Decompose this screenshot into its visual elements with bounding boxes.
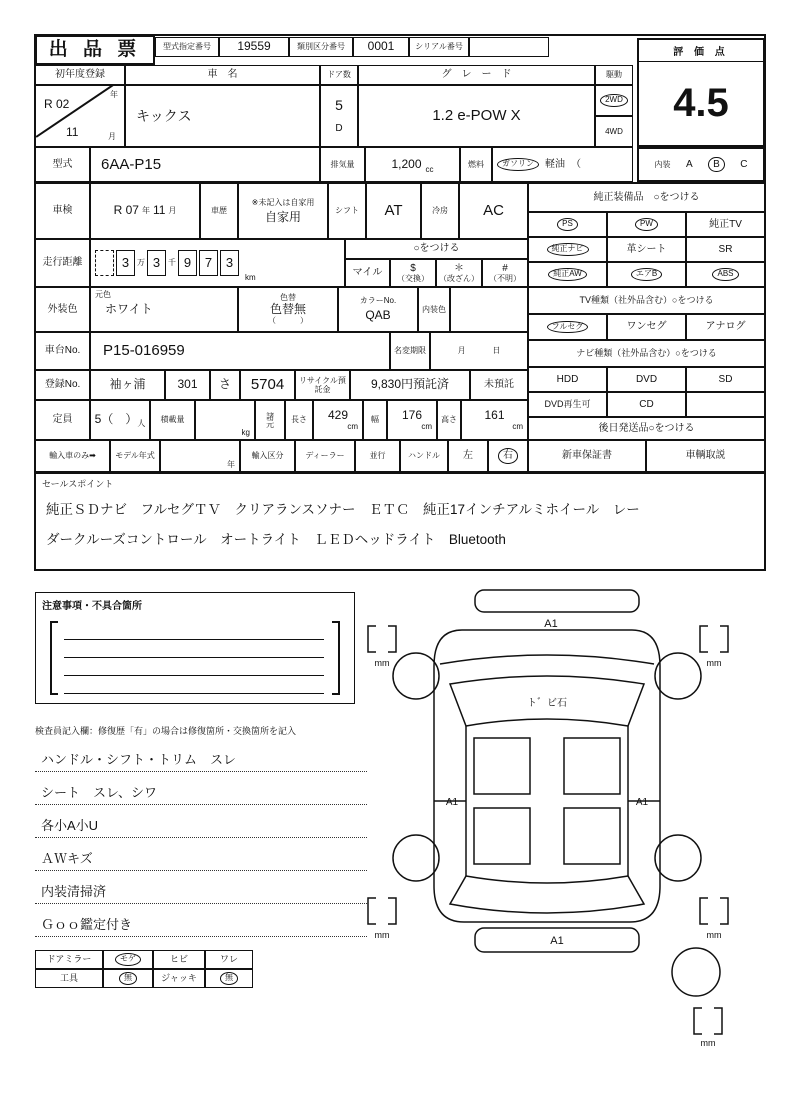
equip-aw-label: 純正AW <box>548 268 587 281</box>
tv-analog: アナログ <box>686 314 765 340</box>
height-unit: cm <box>512 422 523 432</box>
wheel-rear-left <box>393 835 439 881</box>
left-bracket <box>50 621 58 695</box>
fuel-label: 燃料 <box>460 147 492 182</box>
fuel-diesel: 軽油 <box>545 158 565 170</box>
model-designation-value: 19559 <box>219 37 289 57</box>
right-bracket <box>332 621 340 695</box>
cond-jack: ジャッキ <box>153 969 205 988</box>
class-number-value: 0001 <box>353 37 409 57</box>
digit-1: 3 <box>220 250 239 276</box>
height-label: 高さ <box>437 400 461 440</box>
class-number-label: 類別区分番号 <box>289 37 353 57</box>
notes-box-title: 注意事項・不具合箇所 <box>42 601 142 612</box>
capacity-unit: 人 <box>137 419 146 429</box>
inspector-note: 検査員記入欄：修復歴「有」の場合は修復箇所・交換箇所を記入 <box>35 726 297 736</box>
shaken-year-unit: 年 <box>141 206 150 216</box>
shaken-month: 11 <box>152 203 166 218</box>
inspector-item-3: 各小A小U <box>35 814 367 838</box>
shift-label: シフト <box>328 182 366 239</box>
width-unit: cm <box>421 422 432 432</box>
bracket-bottom-left <box>368 898 396 924</box>
form-outer-border <box>34 34 766 571</box>
capacity-value: 5（ ） <box>94 412 138 427</box>
digit-10: 7 <box>199 250 218 276</box>
handle-label: ハンドル <box>400 440 448 472</box>
color-no-value: QAB <box>365 308 391 323</box>
load-label: 積載量 <box>150 400 195 440</box>
registration-number: 5704 <box>240 370 295 400</box>
equip-tv: 純正TV <box>686 212 765 237</box>
rename-day: 日 <box>492 346 501 356</box>
wheel-rear-right <box>655 835 701 881</box>
inspector-item-6: Ｇｏｏ鑑定付き <box>35 913 367 937</box>
history-value: 自家用 <box>264 209 301 224</box>
exterior-label: 外装色 <box>35 287 90 332</box>
first-reg-era: R 02 <box>44 97 70 111</box>
rename-deadline-label: 名変期限 <box>390 332 430 370</box>
length-label: 長さ <box>285 400 313 440</box>
cond-jack-none-cell <box>205 969 253 988</box>
mileage-opt-mile: マイル <box>345 259 390 287</box>
handle-left: 左 <box>448 440 488 472</box>
color-change-value: 色替無 <box>269 301 306 316</box>
history-label: 車歴 <box>200 182 238 239</box>
navi-hdd: HDD <box>528 367 607 392</box>
damage-mark-front: A1 <box>544 618 558 630</box>
import-dealer: ディーラー <box>295 440 355 472</box>
equip-abs-label: ABS <box>712 268 738 281</box>
model-designation-label: 型式指定番号 <box>155 37 219 57</box>
mm-unit-bottom-left: mm <box>374 930 390 940</box>
length-unit: cm <box>347 422 358 432</box>
sales-points-line1: 純正ＳＤナビ フルセグＴＶ クリアランスソナー ＥＴＣ 純正17インチアルミホイール レー <box>46 502 640 517</box>
navi-cd: CD <box>607 392 686 417</box>
seat-rear-right <box>564 808 620 864</box>
inspector-item-2: シート スレ、シワ <box>35 781 367 805</box>
warranty-book: 新車保証書 <box>528 440 646 472</box>
model-code-label: 型式 <box>35 147 90 182</box>
capacity-label: 定員 <box>35 400 90 440</box>
hood-line <box>440 655 654 664</box>
shift-value: AT <box>366 182 421 239</box>
spec-label: 諸元 <box>255 400 285 440</box>
km-unit: km <box>245 272 256 282</box>
chassis-number: P15-016959 <box>90 332 390 370</box>
star-symbol: ＊ <box>454 262 464 274</box>
digit-100: 9 <box>178 250 197 276</box>
notes-box <box>35 592 355 704</box>
evaluation-label: 評 価 点 <box>639 40 763 62</box>
equip-navi-label: 純正ナビ <box>547 243 589 256</box>
car-damage-diagram <box>356 580 776 1050</box>
mm-unit-bottom-right: mm <box>706 930 722 940</box>
interior-grade-c: C <box>740 159 748 170</box>
front-bumper <box>475 590 639 612</box>
cond-ware: ワレ <box>205 950 253 969</box>
inspector-item-1: ハンドル・シフト・トリム スレ <box>35 748 367 772</box>
cooling-label: 冷房 <box>421 182 459 239</box>
color-no-label: カラーNo. <box>359 296 397 305</box>
car-name-header: 車 名 <box>125 65 320 85</box>
seat-front-right <box>564 738 620 794</box>
history-note: ※未記入は自家用 <box>251 197 315 207</box>
notes-line-3 <box>64 675 324 676</box>
first-reg-year-unit: 年 <box>110 90 118 99</box>
cond-doormirror: ドアミラー <box>35 950 103 969</box>
rear-window <box>450 876 644 913</box>
car-body-outline <box>434 630 660 922</box>
length-value: 429 <box>327 407 349 422</box>
navi-header: ナビ種類（社外品含む）○をつける <box>528 340 765 367</box>
cond-tools: 工具 <box>35 969 103 988</box>
tv-fullseg-selected: フルセグ <box>547 321 589 334</box>
interior-grade-a: A <box>685 159 693 170</box>
registration-kana: さ <box>210 370 240 400</box>
chassis-label: 車台No. <box>35 332 90 370</box>
interior-grade-label: 内装 <box>654 160 671 169</box>
damage-mark-rear: A1 <box>550 935 564 947</box>
cooling-value: AC <box>459 182 528 239</box>
drive-4wd-cell: 4WD <box>595 116 633 147</box>
fuel-other-paren: （ <box>571 158 581 170</box>
grade-value: 1.2 e-POW X <box>358 85 595 147</box>
equip-leather: 革シート <box>607 237 686 262</box>
recycle-not-deposited: 未預託 <box>470 370 528 400</box>
color-change-paren: （ ） <box>268 316 308 326</box>
sheet-title: 出 品 票 <box>35 35 155 65</box>
interior-grade-b-selected: B <box>708 157 725 173</box>
load-cell: kg <box>195 400 255 440</box>
recycle-label: リサイクル預託金 <box>295 370 350 400</box>
shaken-label: 車検 <box>35 182 90 239</box>
recycle-value: 9,830円預託済 <box>350 370 470 400</box>
bracket-spare <box>694 1008 722 1034</box>
first-reg-header: 初年度登録 <box>35 65 125 85</box>
digit-sen: 3 <box>147 250 166 276</box>
seat-rear-left <box>474 808 530 864</box>
damage-mark-left: A1 <box>445 797 459 808</box>
navi-sd: SD <box>686 367 765 392</box>
width-label: 幅 <box>363 400 387 440</box>
hash-symbol: # <box>502 262 508 274</box>
height-value: 161 <box>484 407 505 422</box>
hash-note: （不明） <box>489 274 521 284</box>
notes-line-2 <box>64 657 324 658</box>
grade-header: グ レ ー ド <box>358 65 595 85</box>
cond-moge-selected: モゲ <box>115 953 141 966</box>
displacement-label: 排気量 <box>320 147 365 182</box>
man-unit: 万 <box>137 258 145 268</box>
star-note: （改ざん） <box>439 274 479 284</box>
import-type-label: 輸入区分 <box>240 440 295 472</box>
tv-header: TV種類（社外品含む）○をつける <box>528 287 765 314</box>
equip-sr: SR <box>686 237 765 262</box>
mileage-mark-header: ○をつける <box>345 239 528 259</box>
doors-count: 5 <box>335 97 343 114</box>
shaken-era: R 07 <box>113 203 139 218</box>
dollar-symbol: $ <box>410 262 416 274</box>
spare-tire <box>672 948 720 996</box>
mm-unit-spare: mm <box>700 1038 716 1048</box>
bracket-top-left <box>368 626 396 652</box>
notes-line-4 <box>64 693 324 694</box>
cond-hibi: ヒビ <box>153 950 205 969</box>
rename-month: 月 <box>457 346 466 356</box>
serial-number-label: シリアル番号 <box>409 37 469 57</box>
cond-moge-cell <box>103 950 153 969</box>
displacement-unit: cc <box>425 164 434 174</box>
registration-class: 301 <box>165 370 210 400</box>
notes-line-1 <box>64 639 324 640</box>
base-color-value: ホワイト <box>105 302 153 317</box>
base-color-label: 元色 <box>95 290 111 299</box>
displacement-value: 1,200 <box>391 156 422 171</box>
sen-unit: 千 <box>168 258 176 268</box>
cond-tools-none-cell <box>103 969 153 988</box>
car-name: キックス <box>125 85 320 147</box>
cond-jack-none-selected: 無 <box>220 972 238 985</box>
color-change-label: 色替 <box>280 293 296 303</box>
import-only-label: 輸入車のみ➡ <box>35 440 110 472</box>
mileage-label: 走行距離 <box>35 239 90 287</box>
drive-2wd-selected: 2WD <box>600 94 628 107</box>
wheel-front-left <box>393 653 439 699</box>
import-parallel: 並行 <box>355 440 400 472</box>
mm-unit-top-right: mm <box>706 658 722 668</box>
interior-color-label: 内装色 <box>418 287 450 332</box>
sales-points-label: セールスポイント <box>42 479 114 489</box>
dollar-note: （交換） <box>397 274 429 284</box>
model-year-label: モデル年式 <box>110 440 160 472</box>
wheel-front-right <box>655 653 701 699</box>
sales-points-line2: ダークルーズコントロール オートライト ＬＥＤヘッドライト Bluetooth <box>46 532 506 547</box>
equip-airbag-label: エアB <box>631 268 662 281</box>
tv-oneseg: ワンセグ <box>607 314 686 340</box>
equip-pw-label: PW <box>635 218 658 231</box>
bracket-top-right <box>700 626 728 652</box>
first-reg-month-unit: 月 <box>108 131 116 141</box>
seat-front-left <box>474 738 530 794</box>
navi-dvd-play: DVD再生可 <box>528 392 607 417</box>
cond-tools-none-selected: 無 <box>119 972 137 985</box>
model-year-cell: 年 <box>160 440 240 472</box>
windshield-chip-note: ト゛ビ石 <box>527 698 567 709</box>
inspector-item-4: ＡＷキズ <box>35 847 367 871</box>
doors-type: D <box>335 123 343 135</box>
width-value: 176 <box>401 407 423 422</box>
shaken-month-unit: 月 <box>168 206 177 216</box>
model-code-value: 6AA-P15 <box>90 147 320 182</box>
registration-label: 登録No. <box>35 370 90 400</box>
fuel-gasoline-selected: ガソリン <box>497 158 539 171</box>
inspector-item-5: 内装清掃済 <box>35 880 367 904</box>
mm-unit-top-left: mm <box>374 658 390 668</box>
navi-dvd: DVD <box>607 367 686 392</box>
damage-mark-right: A1 <box>635 797 649 808</box>
equip-ps-label: PS <box>557 218 578 231</box>
equipment-header: 純正装備品 ○をつける <box>528 182 765 212</box>
bracket-bottom-right <box>700 898 728 924</box>
registration-area: 袖ヶ浦 <box>90 370 165 400</box>
evaluation-score: 4.5 <box>673 81 729 125</box>
handle-right-selected: 右 <box>498 448 518 464</box>
first-reg-month: 11 <box>66 125 79 139</box>
vehicle-manual: 車輌取説 <box>646 440 765 472</box>
doors-header: ドア数 <box>320 65 358 85</box>
drive-header: 駆動 <box>595 65 633 85</box>
digit-man: 3 <box>116 250 135 276</box>
later-shipping-header: 後日発送品○をつける <box>528 417 765 440</box>
